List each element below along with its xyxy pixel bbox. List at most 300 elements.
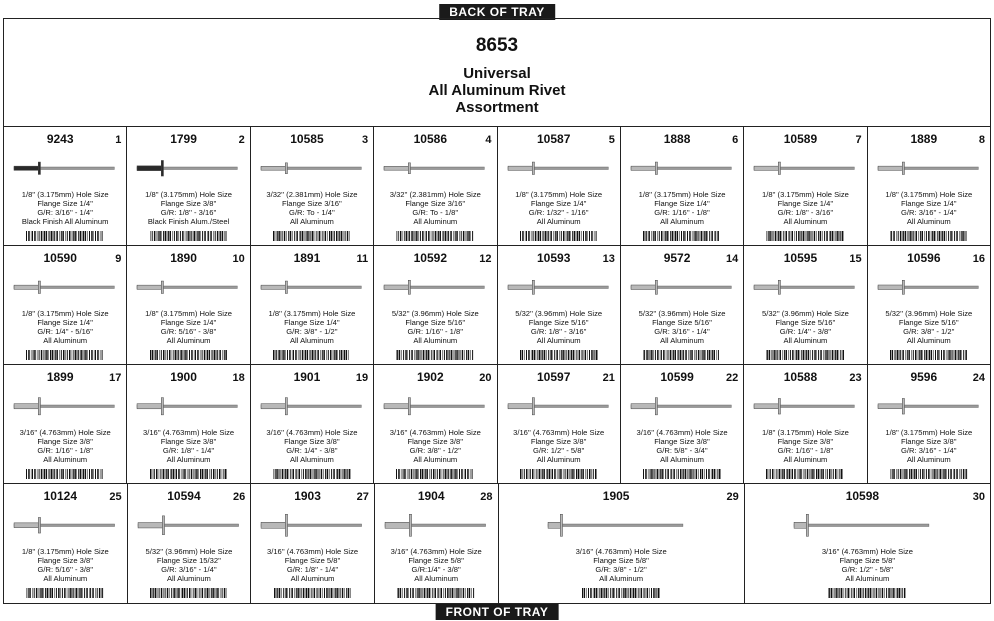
spec-line: G/R: 1/8'' - 1/4'' bbox=[286, 565, 339, 574]
spec-line: All Aluminum bbox=[660, 455, 704, 464]
spec-line: G/R: 1/16'' - 1/8'' bbox=[407, 327, 464, 336]
barcode-icon bbox=[272, 231, 352, 245]
part-number: 1901 bbox=[293, 370, 321, 384]
spec-line: All Aluminum bbox=[783, 336, 828, 345]
rivet-specs bbox=[127, 309, 249, 345]
compartment bbox=[374, 127, 497, 246]
compartment-position: 13 bbox=[602, 253, 615, 265]
spec-line: All Aluminum bbox=[289, 336, 334, 345]
rivet-icon bbox=[498, 153, 620, 183]
spec-line: 3/16'' (4.763mm) Hole Size bbox=[821, 547, 913, 556]
compartment bbox=[621, 246, 744, 365]
rivet-specs bbox=[621, 428, 743, 464]
rivet-icon bbox=[621, 153, 743, 183]
rivet-specs bbox=[498, 309, 620, 345]
compartment-position: 15 bbox=[849, 253, 862, 265]
compartment-row bbox=[4, 246, 990, 365]
compartment bbox=[4, 127, 127, 246]
spec-line: 5/32'' (3.96mm) Hole Size bbox=[515, 309, 603, 318]
barcode-icon bbox=[519, 469, 599, 483]
spec-line: All Aluminum bbox=[290, 574, 335, 583]
spec-line: G/R: To - 1/4'' bbox=[289, 208, 335, 217]
part-number: 1891 bbox=[293, 251, 321, 265]
rivet-specs bbox=[744, 190, 866, 226]
part-number: 1904 bbox=[417, 489, 445, 503]
barcode-icon bbox=[765, 350, 845, 364]
spec-line: 3/16'' (4.763mm) Hole Size bbox=[575, 547, 667, 556]
compartment-row bbox=[4, 127, 990, 246]
spec-line: Flange Size 1/4'' bbox=[37, 199, 94, 208]
spec-line: Flange Size 3/8'' bbox=[160, 199, 217, 208]
rivet-icon bbox=[744, 272, 866, 302]
rivet-specs bbox=[4, 309, 126, 345]
part-number: 10124 bbox=[43, 489, 77, 503]
barcode-icon bbox=[519, 350, 599, 364]
spec-line: All Aluminum bbox=[413, 455, 458, 464]
spec-line: 1/8'' (3.175mm) Hole Size bbox=[885, 190, 973, 199]
spec-line: Flange Size 3/8'' bbox=[37, 556, 94, 565]
part-number: 1890 bbox=[170, 251, 197, 265]
compartment-position: 14 bbox=[726, 253, 739, 265]
rivet-specs bbox=[498, 190, 620, 226]
spec-line: 3/16'' (4.763mm) Hole Size bbox=[513, 428, 605, 437]
compartment bbox=[4, 484, 128, 603]
compartment bbox=[499, 484, 745, 603]
spec-line: All Aluminum bbox=[43, 336, 88, 345]
spec-line: All Aluminum bbox=[414, 574, 459, 583]
compartment bbox=[4, 365, 127, 484]
spec-line: 3/16'' (4.763mm) Hole Size bbox=[19, 428, 111, 437]
compartment bbox=[251, 484, 375, 603]
spec-line: 5/32'' (3.96mm) Hole Size bbox=[145, 547, 233, 556]
rivet-specs bbox=[374, 428, 496, 464]
compartment-position: 24 bbox=[972, 372, 985, 384]
barcode-icon bbox=[765, 231, 845, 245]
compartment bbox=[744, 365, 867, 484]
spec-line: G/R: 1/4'' - 3/8'' bbox=[779, 327, 832, 336]
barcode-icon bbox=[581, 588, 661, 602]
compartment-position: 3 bbox=[362, 134, 369, 146]
spec-line: All Aluminum bbox=[166, 574, 211, 583]
kit-title-line: Assortment bbox=[455, 99, 539, 116]
part-number: 9243 bbox=[46, 132, 74, 146]
barcode-icon bbox=[395, 231, 475, 245]
spec-line: All Aluminum bbox=[783, 455, 828, 464]
spec-line: All Aluminum bbox=[413, 336, 458, 345]
spec-line: Flange Size 3/8'' bbox=[37, 437, 94, 446]
barcode-icon bbox=[519, 231, 599, 245]
part-number: 1902 bbox=[416, 370, 444, 384]
spec-line: 3/16'' (4.763mm) Hole Size bbox=[390, 547, 482, 556]
rivet-specs bbox=[251, 309, 373, 345]
spec-line: Flange Size 5/8'' bbox=[593, 556, 649, 565]
spec-line: G/R: 5/8'' - 3/4'' bbox=[656, 446, 708, 455]
compartment-position: 27 bbox=[356, 491, 369, 503]
back-of-tray-label: BACK OF TRAY bbox=[439, 4, 555, 20]
spec-line: Flange Size 5/8'' bbox=[839, 556, 896, 565]
rivet-icon bbox=[374, 272, 496, 302]
spec-line: 1/8'' (3.175mm) Hole Size bbox=[145, 190, 232, 199]
rivet-icon bbox=[498, 272, 620, 302]
compartment-position: 5 bbox=[608, 134, 615, 146]
part-number: 10590 bbox=[43, 251, 77, 265]
compartment-position: 1 bbox=[115, 134, 122, 146]
rivet-specs bbox=[868, 309, 990, 345]
barcode-icon bbox=[149, 231, 229, 245]
spec-line: Flange Size 5/16'' bbox=[775, 318, 836, 327]
spec-line: Flange Size 1/4'' bbox=[530, 199, 587, 208]
spec-line: G/R:1/4'' - 3/8'' bbox=[411, 565, 461, 574]
compartment bbox=[868, 127, 990, 246]
spec-line: All Aluminum bbox=[166, 336, 211, 345]
compartment-position: 30 bbox=[972, 491, 985, 503]
spec-line: All Aluminum bbox=[599, 574, 644, 583]
compartment-position: 7 bbox=[855, 134, 862, 146]
spec-line: Flange Size 3/8'' bbox=[160, 437, 217, 446]
spec-line: G/R: 5/16'' - 3/8'' bbox=[160, 327, 217, 336]
spec-line: All Aluminum bbox=[845, 574, 890, 583]
compartment-position: 29 bbox=[726, 491, 739, 503]
spec-line: All Aluminum bbox=[536, 455, 581, 464]
spec-line: G/R: 1/4'' - 3/8'' bbox=[286, 446, 338, 455]
rivet-icon bbox=[127, 391, 249, 421]
kit-title-line: All Aluminum Rivet bbox=[428, 82, 566, 99]
spec-line: G/R: 3/8'' - 1/2'' bbox=[409, 446, 461, 455]
spec-line: Flange Size 1/4'' bbox=[654, 199, 710, 208]
spec-line: G/R: To - 1/8'' bbox=[412, 208, 459, 217]
part-number: 10599 bbox=[660, 370, 694, 384]
part-number: 10598 bbox=[845, 489, 880, 503]
compartment bbox=[621, 365, 744, 484]
compartment bbox=[498, 365, 621, 484]
part-number: 1900 bbox=[170, 370, 197, 384]
barcode-icon bbox=[395, 469, 475, 483]
spec-line: 1/8'' (3.175mm) Hole Size bbox=[145, 309, 232, 318]
spec-line: Flange Size 1/4'' bbox=[777, 199, 834, 208]
rivet-icon bbox=[374, 153, 496, 183]
spec-line: All Aluminum bbox=[906, 217, 951, 226]
spec-line: G/R: 1/8'' - 3/16'' bbox=[777, 208, 834, 217]
barcode-icon bbox=[642, 350, 722, 364]
compartment bbox=[498, 127, 621, 246]
rivet-icon bbox=[251, 510, 374, 540]
spec-line: 5/32'' (3.96mm) Hole Size bbox=[638, 309, 726, 318]
part-number: 1903 bbox=[294, 489, 321, 503]
tray-header bbox=[4, 19, 990, 127]
spec-line: All Aluminum bbox=[413, 217, 458, 226]
barcode-icon bbox=[272, 469, 352, 483]
spec-line: G/R: 3/16'' - 1/4'' bbox=[901, 208, 957, 217]
part-number: 9572 bbox=[663, 251, 691, 265]
spec-line: 3/16'' (4.763mm) Hole Size bbox=[636, 428, 728, 437]
rivet-specs bbox=[498, 428, 620, 464]
compartment-position: 9 bbox=[115, 253, 122, 265]
compartment-position: 25 bbox=[109, 491, 122, 503]
spec-line: 3/16'' (4.763mm) Hole Size bbox=[267, 547, 359, 556]
spec-line: Flange Size 5/16'' bbox=[652, 318, 712, 327]
spec-line: Flange Size 3/16'' bbox=[405, 199, 466, 208]
rivet-specs bbox=[745, 547, 990, 583]
part-number: 10586 bbox=[413, 132, 447, 146]
spec-line: 1/8'' (3.175mm) Hole Size bbox=[515, 190, 603, 199]
rivet-specs bbox=[128, 547, 251, 583]
compartment bbox=[251, 365, 374, 484]
part-number: 1899 bbox=[46, 370, 74, 384]
spec-line: G/R: 1/16'' - 1/8'' bbox=[37, 446, 93, 455]
rivet-specs bbox=[744, 428, 866, 464]
spec-line: 3/32'' (2.381mm) Hole Size bbox=[266, 190, 358, 199]
rivet-icon bbox=[4, 510, 127, 540]
spec-line: Flange Size 3/8'' bbox=[407, 437, 464, 446]
barcode-icon bbox=[827, 588, 907, 602]
part-number: 10592 bbox=[413, 251, 447, 265]
rivet-tray bbox=[3, 18, 991, 604]
spec-line: G/R: 3/8'' - 1/2'' bbox=[286, 327, 338, 336]
barcode-icon bbox=[25, 350, 105, 364]
rivet-specs bbox=[868, 428, 990, 464]
spec-line: G/R: 1/8'' - 3/16'' bbox=[530, 327, 587, 336]
spec-line: Black Finish All Aluminum bbox=[21, 217, 109, 226]
spec-line: Flange Size 5/16'' bbox=[528, 318, 589, 327]
compartment bbox=[127, 246, 250, 365]
part-number: 10594 bbox=[167, 489, 201, 503]
rivet-icon bbox=[868, 272, 990, 302]
spec-line: 1/8'' (3.175mm) Hole Size bbox=[268, 309, 356, 318]
spec-line: 5/32'' (3.96mm) Hole Size bbox=[761, 309, 849, 318]
spec-line: 1/8'' (3.175mm) Hole Size bbox=[761, 428, 849, 437]
rivet-icon bbox=[745, 510, 990, 540]
spec-line: Flange Size 1/4'' bbox=[900, 199, 957, 208]
spec-line: G/R: 1/16'' - 1/8'' bbox=[654, 208, 710, 217]
spec-line: 5/32'' (3.96mm) Hole Size bbox=[391, 309, 479, 318]
spec-line: G/R: 1/2'' - 5/8'' bbox=[841, 565, 894, 574]
barcode-icon bbox=[889, 350, 969, 364]
compartment-position: 19 bbox=[355, 372, 369, 384]
part-number: 10596 bbox=[907, 251, 941, 265]
spec-line: All Aluminum bbox=[43, 574, 88, 583]
compartment-position: 28 bbox=[480, 491, 493, 503]
spec-line: G/R: 3/16'' - 1/4'' bbox=[37, 208, 93, 217]
spec-line: 1/8'' (3.175mm) Hole Size bbox=[638, 190, 726, 199]
compartment-position: 12 bbox=[479, 253, 492, 265]
spec-line: 3/16'' (4.763mm) Hole Size bbox=[389, 428, 481, 437]
compartment bbox=[127, 127, 250, 246]
spec-line: Flange Size 3/8'' bbox=[654, 437, 710, 446]
kit-number: 8653 bbox=[475, 35, 519, 56]
barcode-icon bbox=[25, 588, 105, 602]
compartment bbox=[868, 246, 990, 365]
rivet-icon bbox=[4, 272, 126, 302]
compartment-position: 18 bbox=[232, 372, 245, 384]
spec-line: All Aluminum bbox=[536, 336, 581, 345]
rivet-icon bbox=[251, 153, 373, 183]
spec-line: G/R: 1/4'' - 5/16'' bbox=[37, 327, 93, 336]
barcode-icon bbox=[273, 588, 353, 602]
rivet-specs bbox=[744, 309, 866, 345]
rivet-icon bbox=[621, 272, 743, 302]
kit-title bbox=[4, 65, 990, 116]
spec-line: G/R: 1/8'' - 3/16'' bbox=[160, 208, 217, 217]
compartment-position: 17 bbox=[109, 372, 122, 384]
compartment-row bbox=[4, 484, 990, 603]
rivet-icon bbox=[868, 153, 990, 183]
spec-line: G/R: 1/2'' - 5/8'' bbox=[532, 446, 585, 455]
rivet-icon bbox=[128, 510, 251, 540]
spec-line: All Aluminum bbox=[536, 217, 581, 226]
spec-line: G/R: 3/8'' - 1/2'' bbox=[903, 327, 955, 336]
rivet-specs bbox=[868, 190, 990, 226]
barcode-icon bbox=[642, 231, 722, 245]
rivet-specs bbox=[127, 190, 249, 226]
barcode-icon bbox=[149, 469, 229, 483]
spec-line: 1/8'' (3.175mm) Hole Size bbox=[21, 309, 109, 318]
spec-line: 3/16'' (4.763mm) Hole Size bbox=[266, 428, 358, 437]
spec-line: G/R: 3/16'' - 1/4'' bbox=[654, 327, 710, 336]
spec-line: Flange Size 5/16'' bbox=[898, 318, 959, 327]
compartment-position: 20 bbox=[479, 372, 492, 384]
compartment bbox=[621, 127, 744, 246]
compartment-position: 10 bbox=[232, 253, 245, 265]
spec-line: Flange Size 1/4'' bbox=[284, 318, 340, 327]
compartment bbox=[4, 246, 127, 365]
rivet-specs bbox=[499, 547, 744, 583]
spec-line: All Aluminum bbox=[660, 217, 704, 226]
spec-line: All Aluminum bbox=[660, 336, 704, 345]
spec-line: All Aluminum bbox=[43, 455, 88, 464]
compartment bbox=[127, 365, 250, 484]
rivet-specs bbox=[621, 309, 743, 345]
rivet-icon bbox=[621, 391, 743, 421]
barcode-icon bbox=[396, 588, 476, 602]
rivet-icon bbox=[744, 153, 866, 183]
rivet-icon bbox=[4, 153, 126, 183]
part-number: 10588 bbox=[783, 370, 818, 384]
spec-line: 1/8'' (3.175mm) Hole Size bbox=[21, 190, 109, 199]
part-number: 10587 bbox=[537, 132, 571, 146]
rivet-icon bbox=[498, 391, 620, 421]
part-number: 10585 bbox=[290, 132, 324, 146]
spec-line: Flange Size 1/4'' bbox=[160, 318, 217, 327]
compartment-position: 2 bbox=[238, 134, 245, 146]
part-number: 9596 bbox=[910, 370, 938, 384]
spec-line: G/R: 1/32'' - 1/16'' bbox=[528, 208, 589, 217]
spec-line: G/R: 1/16'' - 1/8'' bbox=[777, 446, 834, 455]
spec-line: G/R: 3/16'' - 1/4'' bbox=[901, 446, 957, 455]
spec-line: Flange Size 3/8'' bbox=[777, 437, 834, 446]
rivet-specs bbox=[251, 428, 373, 464]
part-number: 10589 bbox=[783, 132, 818, 146]
rivet-specs bbox=[374, 309, 496, 345]
part-number: 1799 bbox=[170, 132, 197, 146]
compartment bbox=[251, 246, 374, 365]
rivet-specs bbox=[4, 547, 127, 583]
compartment-position: 22 bbox=[726, 372, 739, 384]
rivet-icon bbox=[251, 391, 373, 421]
rivet-icon bbox=[499, 510, 744, 540]
compartment bbox=[868, 365, 990, 484]
compartment bbox=[375, 484, 499, 603]
barcode-icon bbox=[889, 231, 969, 245]
spec-line: G/R: 1/8'' - 1/4'' bbox=[162, 446, 215, 455]
spec-line: 1/8'' (3.175mm) Hole Size bbox=[885, 428, 973, 437]
spec-line: 3/16'' (4.763mm) Hole Size bbox=[143, 428, 235, 437]
compartment-position: 16 bbox=[972, 253, 985, 265]
spec-line: 1/8'' (3.175mm) Hole Size bbox=[21, 547, 109, 556]
barcode-icon bbox=[272, 350, 352, 364]
front-of-tray-label: FRONT OF TRAY bbox=[436, 604, 559, 620]
compartment-grid bbox=[4, 127, 990, 603]
compartment-position: 21 bbox=[602, 372, 615, 384]
compartment-row bbox=[4, 365, 990, 484]
rivet-icon bbox=[4, 391, 126, 421]
spec-line: Flange Size 15/32'' bbox=[156, 556, 221, 565]
rivet-icon bbox=[127, 153, 249, 183]
spec-line: 1/8'' (3.175mm) Hole Size bbox=[761, 190, 849, 199]
spec-line: 5/32'' (3.96mm) Hole Size bbox=[885, 309, 973, 318]
spec-line: G/R: 5/16'' - 3/8'' bbox=[37, 565, 94, 574]
rivet-icon bbox=[374, 391, 496, 421]
part-number: 1905 bbox=[602, 489, 630, 503]
spec-line: All Aluminum bbox=[166, 455, 211, 464]
compartment bbox=[498, 246, 621, 365]
spec-line: All Aluminum bbox=[783, 217, 828, 226]
spec-line: All Aluminum bbox=[906, 455, 951, 464]
compartment bbox=[128, 484, 252, 603]
spec-line: Flange Size 5/8'' bbox=[408, 556, 465, 565]
rivet-specs bbox=[4, 190, 126, 226]
part-number: 10597 bbox=[537, 370, 571, 384]
rivet-icon bbox=[127, 272, 249, 302]
spec-line: Flange Size 3/8'' bbox=[530, 437, 587, 446]
compartment-position: 26 bbox=[233, 491, 246, 503]
rivet-specs bbox=[127, 428, 249, 464]
rivet-specs bbox=[251, 190, 373, 226]
rivet-specs bbox=[251, 547, 374, 583]
barcode-icon bbox=[765, 469, 845, 483]
compartment bbox=[745, 484, 990, 603]
compartment-position: 23 bbox=[849, 372, 862, 384]
barcode-icon bbox=[395, 350, 475, 364]
compartment bbox=[374, 246, 497, 365]
barcode-icon bbox=[149, 350, 229, 364]
barcode-icon bbox=[25, 231, 105, 245]
rivet-icon bbox=[375, 510, 498, 540]
spec-line: Flange Size 3/8'' bbox=[900, 437, 957, 446]
spec-line: All Aluminum bbox=[289, 455, 334, 464]
compartment bbox=[374, 365, 497, 484]
spec-line: Flange Size 5/8'' bbox=[284, 556, 341, 565]
spec-line: Black Finish Alum./Steel bbox=[147, 217, 230, 226]
barcode-icon bbox=[25, 469, 105, 483]
rivet-specs bbox=[375, 547, 498, 583]
compartment-position: 6 bbox=[732, 134, 739, 146]
rivet-specs bbox=[374, 190, 496, 226]
spec-line: G/R: 3/16'' - 1/4'' bbox=[161, 565, 217, 574]
part-number: 10593 bbox=[537, 251, 571, 265]
spec-line: G/R: 3/8'' - 1/2'' bbox=[595, 565, 647, 574]
spec-line: Flange Size 5/16'' bbox=[405, 318, 466, 327]
part-number: 1888 bbox=[663, 132, 691, 146]
spec-line: All Aluminum bbox=[906, 336, 951, 345]
barcode-icon bbox=[149, 588, 229, 602]
rivet-icon bbox=[868, 391, 990, 421]
spec-line: All Aluminum bbox=[289, 217, 334, 226]
compartment bbox=[744, 246, 867, 365]
spec-line: 3/32'' (2.381mm) Hole Size bbox=[389, 190, 481, 199]
rivet-icon bbox=[251, 272, 373, 302]
barcode-icon bbox=[889, 469, 969, 483]
compartment-position: 11 bbox=[356, 253, 369, 265]
